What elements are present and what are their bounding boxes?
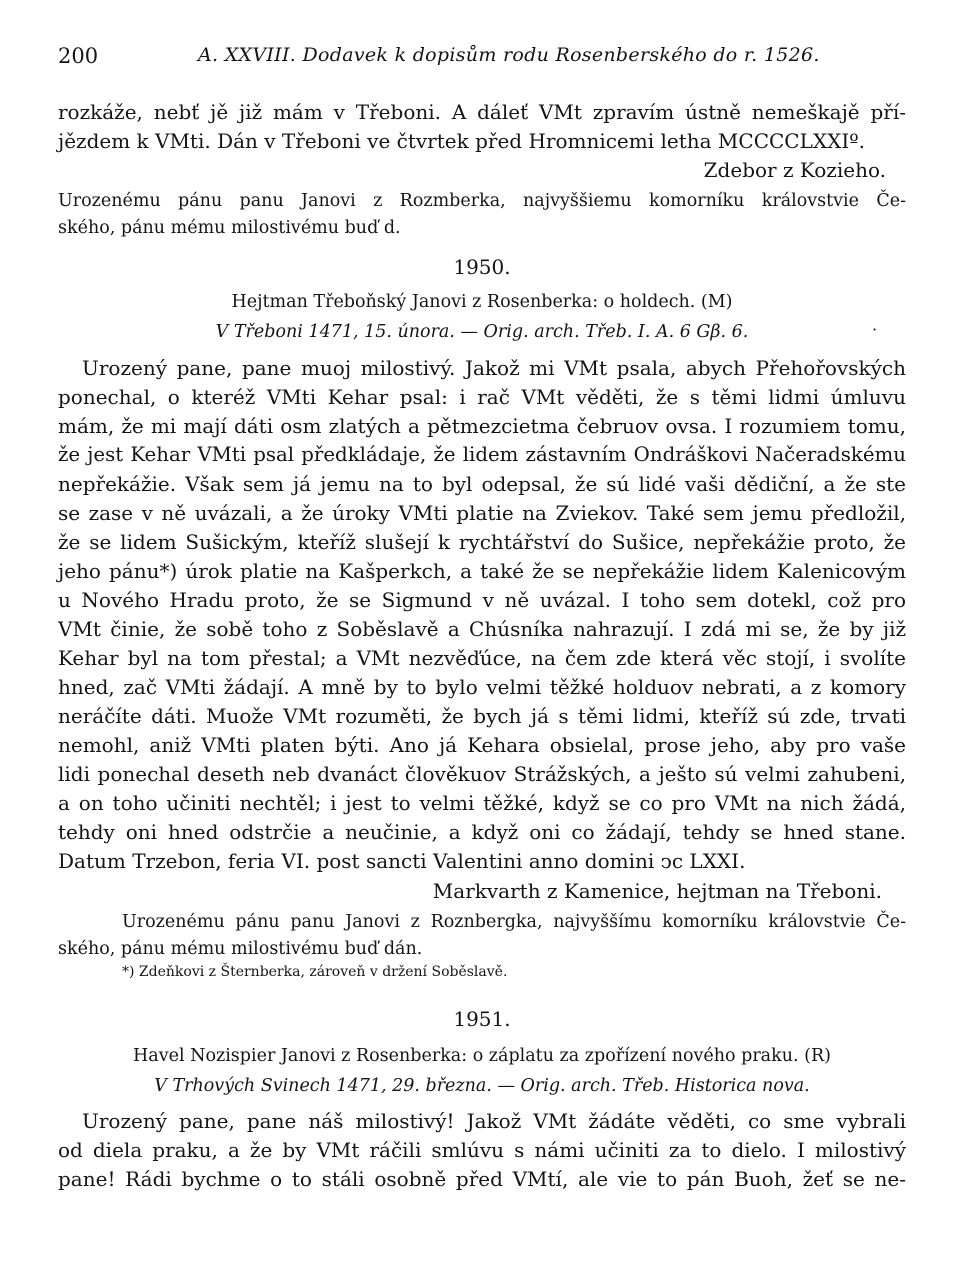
- letter-source: V Třeboni 1471, 15. února. — Orig. arch. Třeb. I. A. 6 Gβ. 6.: [215, 322, 749, 342]
- address-line: ského, pánu mému milostivému buď d.: [58, 218, 401, 238]
- address-line: Urozenému pánu panu Janovi z Roznbergka, najvyššímu komorníku královstvie Če-: [122, 912, 906, 932]
- text-line: rozkáže, nebť jě již mám v Třeboni. A dáleť VMt zpravím ústně nemeškajě pří-: [58, 100, 906, 124]
- stray-mark: ·: [872, 320, 878, 339]
- body-line: nepřekážie. Však sem já jemu na to byl odepsal, že sú lidé vaši dědiční, a že ste: [58, 472, 906, 496]
- page-number: 200: [58, 44, 99, 68]
- letter-number: 1950.: [453, 255, 511, 279]
- body-line: Datum Trzebon, feria VI. post sancti Valentini anno domini ↄc LXXI.: [58, 849, 746, 873]
- footnote: *) Zdeňkovi z Šternberka, zároveň v držení Soběslavě.: [122, 964, 508, 980]
- body-line: se zase v ně uvázali, a že úroky VMti platie na Zviekov. Také sem jemu předložil,: [58, 501, 906, 525]
- letter-source: V Trhových Svinech 1471, 29. března. — Orig. arch. Třeb. Historica nova.: [154, 1076, 810, 1096]
- body-line: a on toho učiniti nechtěl; i jest to velmi těžké, když se co pro VMt na nich žádá,: [58, 791, 906, 815]
- running-title: A. XXVIII. Dodavek k dopisům rodu Rosenberského do r. 1526.: [198, 44, 820, 66]
- body-line: že jest Kehar VMti psal předkládaje, že lidem zástavním Ondráškovi Načeradskému: [58, 443, 906, 466]
- body-line: mám, že mi mají dáti osm zlatých a pětmezcietma čebruov ovsa. I rozumiem tomu,: [58, 414, 906, 438]
- body-line: od diela praku, a že by VMt ráčili smlúvu s námi učiniti za to dielo. I milostivý: [58, 1138, 906, 1162]
- body-line: že se lidem Sušickým, kteříž slušejí k rychtářství do Sušice, nepřekážie proto, že: [58, 530, 906, 554]
- body-line: nemohl, aniž VMti platen býti. Ano já Kehara obsielal, prose jeho, aby pro vaše: [58, 733, 906, 757]
- letter-summary: Hejtman Třeboňský Janovi z Rosenberka: o holdech. (M): [231, 292, 733, 312]
- body-line: hned, zač VMti žádají. A mně by to bylo velmi těžké holduov nebrati, a z komory: [58, 675, 906, 699]
- text-line: jězdem k VMti. Dán v Třeboni ve čtvrtek před Hromnicemi letha MCCCCLXXIº.: [58, 129, 866, 153]
- body-line: Urozený pane, pane muoj milostivý. Jakož mi VMt psala, abych Přehořovských: [82, 356, 906, 380]
- body-line: Kehar byl na tom přestal; a VMt nezvěďúce, na čem zde která věc stojí, i svolíte: [58, 646, 906, 670]
- letter-number: 1951.: [453, 1007, 511, 1031]
- body-line: u Nového Hradu proto, že se Sigmund v ně uvázal. I toho sem dotekl, což pro: [58, 588, 906, 612]
- body-line: neráčíte dáti. Muože VMt rozuměti, že bych já s těmi lidmi, kteříž sú zde, trvati: [58, 704, 906, 728]
- page-header: [58, 44, 908, 74]
- address-line: ského, pánu mému milostivému buď dán.: [58, 939, 423, 959]
- body-line: pane! Rádi bychme o to stáli osobně před VMtí, ale vie to pán Buoh, žeť se ne-: [58, 1167, 906, 1191]
- body-line: VMt činie, že sobě toho z Soběslavě a Chúsníka nahrazují. I zdá mi se, že by již: [58, 617, 906, 641]
- signature: Markvarth z Kamenice, hejtman na Třeboni.: [432, 879, 882, 903]
- address-line: Urozenému pánu panu Janovi z Rozmberka, najvyššiemu komorníku královstvie Če-: [58, 191, 906, 211]
- body-line: Urozený pane, pane náš milostivý! Jakož VMt žádáte věděti, co sme vybrali: [82, 1109, 906, 1133]
- letter-summary: Havel Nozispier Janovi z Rosenberka: o záplatu za zpořízení nového praku. (R): [133, 1046, 831, 1066]
- body-line: jeho pánu*) úrok platie na Kašperkch, a také že se nepřekážie lidem Kalenicovým: [58, 559, 906, 583]
- signature: Zdebor z Kozieho.: [703, 158, 886, 182]
- body-line: ponechal, o kteréž VMti Kehar psal: i rač VMt věděti, že s těmi lidmi úmluvu: [58, 385, 906, 409]
- body-line: lidi ponechal deseth neb dvanáct člověkuov Strážských, a ješto sú velmi zahubeni,: [58, 762, 906, 786]
- body-line: tehdy oni hned odstrčie a neučinie, a když oni co žádají, tehdy se hned stane.: [58, 820, 906, 844]
